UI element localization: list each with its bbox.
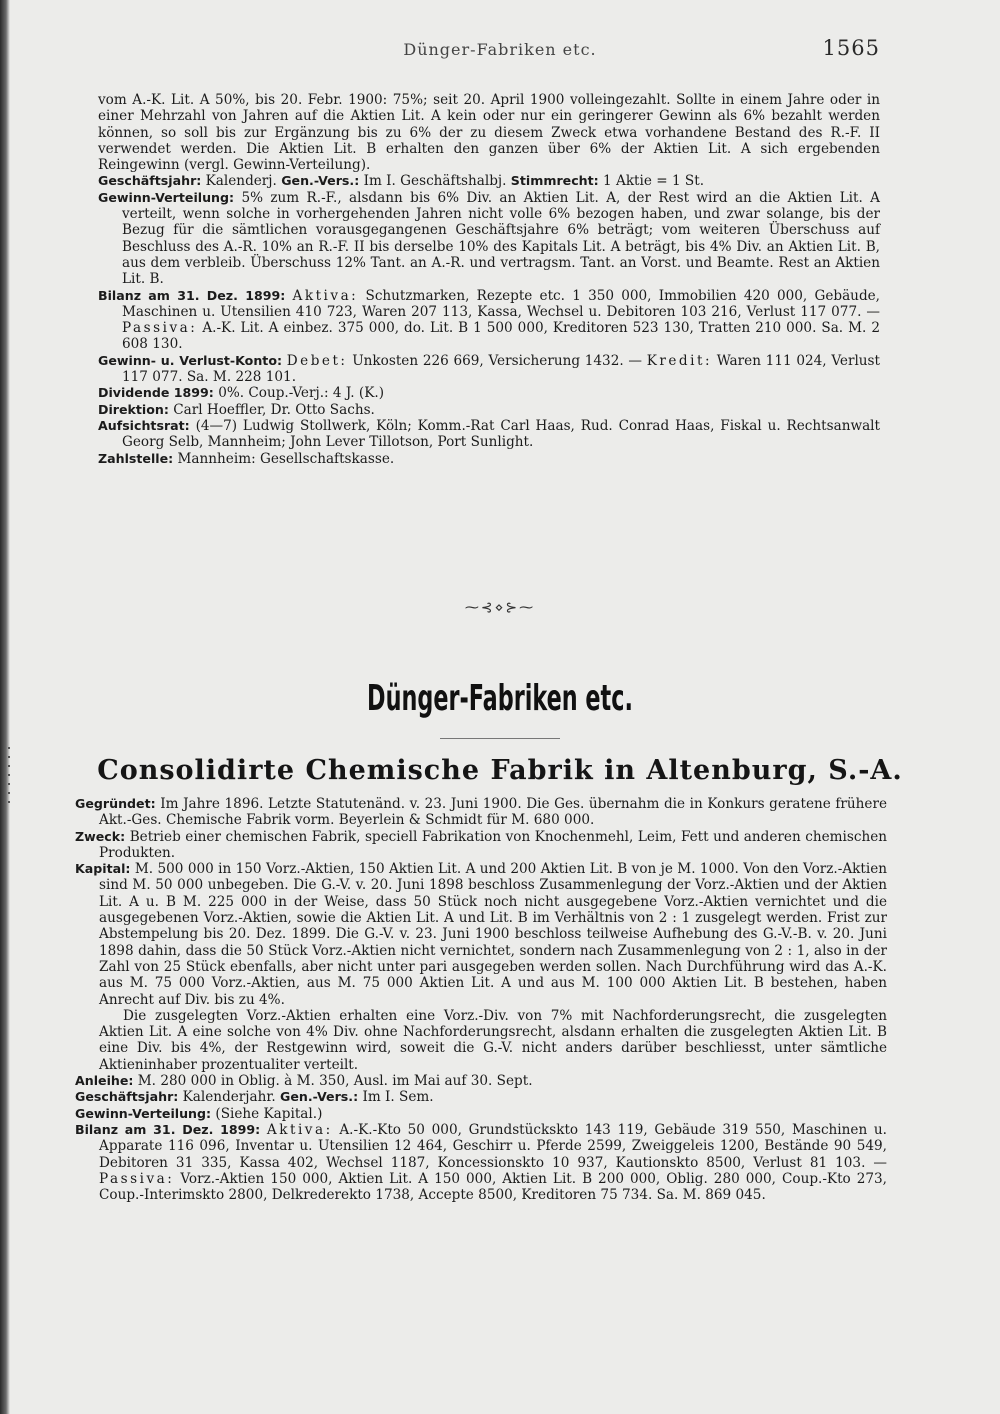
title-rule: [440, 738, 560, 739]
section-title: Dünger-Fabriken etc.: [367, 678, 633, 719]
prev-direktion-label: Direktion:: [98, 401, 169, 417]
anleihe-line: [75, 1073, 887, 1089]
kapital-text-2: Die zusgelegten Vorz.-Aktien erhalten eine Vorz.-Div. von 7% mit Nachforderungsrecht, die zusgelegten Aktien Lit. A eine solche von 4% Div. ohne Nachforderungsrecht, alsdann erhalten die zusgelegten Aktien Lit. B eine Div. bis 4%, der Restgewinn wird, soweit die G.-V. nicht anders darüber beschliesst, unter sämtliche Aktieninhaber prozentualiter verteilt.: [99, 1007, 887, 1073]
zweck-text: Betrieb einer chemischen Fabrik, speciell Fabrikation von Knochenmehl, Leim, Fett und anderen chemischen Produkten.: [99, 828, 887, 861]
kapital-label: Kapital:: [75, 861, 131, 877]
genvers-text: Im I. Sem.: [362, 1089, 434, 1106]
prev-zahlstelle-line: [98, 451, 880, 467]
geschaeftsjahr-label: Geschäftsjahr:: [75, 1089, 179, 1105]
passiva-label: Passiva:: [99, 1170, 175, 1187]
prev-intro-paragraph: vom A.-K. Lit. A 50%, bis 20. Febr. 1900: 75%; seit 20. April 1900 volleingezahlt. Sollte in einem Jahre oder in einer Mehrzahl von Jahren auf die Aktien Lit. A kein oder nur ein geringerer Gewinn als 6% bezahlt werden können, so soll bis zur Ergänzung bis zu 6% der zu diesem Zweck etwa vorhandene Bestand des R.-F. II verwendet werden. Die Aktien Lit. B erhalten den ganzen über 6% der Aktien Lit. A sich ergebenden Reingewinn (vergl. Gewinn-Verteilung).: [98, 92, 880, 174]
section-divider-ornament: ⁓⊰⋄⊱⁓: [464, 600, 536, 616]
prev-kredit-text: Waren 111 024, Verlust 117 077. Sa. M. 228 101.: [122, 352, 880, 386]
prev-geschaeftsjahr-line: [98, 173, 880, 189]
passiva-text: Vorz.-Aktien 150 000, Aktien Lit. A 150 000, Aktien Lit. B 200 000, Oblig. 280 000, Coup.-Kto 273, Coup.-Interimskto 2800, Delkrederekto 1738, Accepte 8500, Kreditoren 75 734. Sa. M. 869 045.: [99, 1170, 887, 1204]
prev-stimmrecht-text: 1 Aktie = 1 St.: [603, 173, 705, 190]
prev-aufsichtsrat-label: Aufsichtsrat:: [98, 417, 190, 433]
kapital-line-2: [75, 1008, 887, 1073]
prev-dividende-text: 0%. Coup.-Verj.: 4 J. (K.): [218, 385, 384, 402]
prev-aktiva-text: Schutzmarken, Rezepte etc. 1 350 000, Immobilien 420 000, Gebäude, Maschinen u. Utensilien 410 723, Waren 207 113, Kassa, Wechsel u. Debitoren 103 216, Verlust 117 077. —: [122, 287, 881, 320]
geschaeftsjahr-text: Kalenderjahr.: [182, 1089, 276, 1106]
kapital-line: [75, 861, 887, 1008]
gewinn-text: (Siehe Kapital.): [215, 1105, 323, 1122]
page-edge: [0, 0, 10, 1414]
anleihe-label: Anleihe:: [75, 1073, 134, 1089]
gegruendet-text: Im Jahre 1896. Letzte Statutenänd. v. 23. Juni 1900. Die Ges. übernahm die in Konkurs geratene frühere Akt.-Ges. Chemische Fabrik vorm. Beyerlein & Schmidt für M. 680 000.: [99, 796, 887, 829]
prev-stimmrecht-label: Stimmrecht:: [510, 173, 599, 189]
zweck-line: [75, 829, 887, 862]
prev-genvers-text: Im I. Geschäftshalbj.: [363, 173, 507, 190]
prev-passiva-text: A.-K. Lit. A einbez. 375 000, do. Lit. B 1 500 000, Kreditoren 523 130, Tratten 210 000. Sa. M. 2 608 130.: [122, 320, 880, 353]
prev-zahlstelle-text: Mannheim: Gesellschaftskasse.: [177, 450, 395, 467]
zweck-label: Zweck:: [75, 828, 126, 844]
prev-dividende-label: Dividende 1899:: [98, 385, 214, 401]
aktiva-text: A.-K.-Kto 50 000, Grundstückskto 143 119, Gebäude 319 550, Maschinen u. Apparate 116 096, Inventar u. Utensilien 12 464, Geschirr u. Pferde 2599, Zweiggeleis 1200, Bestände 90 549, Debitoren 31 335, Kassa 402, Wechsel 1187, Koncessionskto 10 937, Kautionskto 8500, Verlust 81 103. —: [99, 1121, 887, 1171]
aktiva-label: Aktiva:: [266, 1121, 333, 1138]
prev-gewinn-line: [98, 190, 880, 288]
prev-bilanz-label: Bilanz am 31. Dez. 1899:: [98, 287, 286, 303]
prev-zahlstelle-label: Zahlstelle:: [98, 450, 174, 466]
prev-direktion-text: Carl Hoeffler, Dr. Otto Sachs.: [173, 401, 375, 418]
prev-dividende-line: [98, 385, 880, 401]
prev-bilanz-line: [98, 288, 880, 353]
prev-gewinn-label: Gewinn-Verteilung:: [98, 189, 235, 205]
prev-direktion-line: [98, 402, 880, 418]
prev-aufsichtsrat-text: (4—7) Ludwig Stollwerk, Köln; Komm.-Rat Carl Haas, Rud. Conrad Haas, Fiskal u. Rechtsanwalt Georg Selb, Mannheim; John Lever Tillotson, Port Sunlight.: [122, 417, 880, 451]
prev-debet-label: Debet:: [286, 352, 348, 369]
gewinn-line: [75, 1106, 887, 1122]
anleihe-text: M. 280 000 in Oblig. à M. 350, Ausl. im Mai auf 30. Sept.: [137, 1073, 533, 1090]
bilanz-line: [75, 1122, 887, 1203]
prev-geschaeftsjahr-text: Kalenderj.: [205, 173, 277, 190]
running-title: Dünger-Fabriken etc.: [403, 40, 597, 59]
prev-debet-text: Unkosten 226 669, Versicherung 1432. —: [352, 352, 642, 369]
prev-passiva-label: Passiva:: [122, 320, 198, 337]
prev-aktiva-label: Aktiva:: [292, 287, 359, 304]
prev-gewinn-text: 5% zum R.-F., alsdann bis 6% Div. an Aktien Lit. A, der Rest wird an die Aktien Lit. A verteilt, wenn solche in vorhergehenden Jahren nicht volle 6% bezogen haben, und zwar solange, bis der Bezug für die sämtlichen vorausgegangenen Geschäftsjahre 6% beträgt; vom weiteren Überschuss auf Beschluss des A.-R. 10% an R.-F. II bis derselbe 10% des Kapitals Lit. A beträgt, bis 4% Div. an Aktien Lit. B, aus dem verbleib. Überschuss 12% Tant. an A.-R. und vertragsm. Tant. an Vorst. und Beamte. Rest an Aktien Lit. B.: [122, 189, 880, 288]
prev-genvers-label: Gen.-Vers.:: [281, 173, 360, 189]
bilanz-label: Bilanz am 31. Dez. 1899:: [75, 1121, 261, 1137]
prev-geschaeftsjahr-label: Geschäftsjahr:: [98, 173, 202, 189]
prev-guv-label: Gewinn- u. Verlust-Konto:: [98, 352, 283, 368]
gegruendet-line: [75, 796, 887, 829]
genvers-label: Gen.-Vers.:: [280, 1089, 359, 1105]
previous-entry: [98, 92, 880, 467]
company-title: Consolidirte Chemische Fabrik in Altenburg, S.-A.: [97, 755, 903, 786]
prev-aufsichtsrat-line: [98, 418, 880, 451]
gegruendet-label: Gegründet:: [75, 796, 156, 811]
gewinn-label: Gewinn-Verteilung:: [75, 1105, 212, 1121]
page-number: 1565: [822, 36, 880, 60]
prev-kredit-label: Kredit:: [646, 352, 713, 369]
kapital-text: M. 500 000 in 150 Vorz.-Aktien, 150 Aktien Lit. A und 200 Aktien Lit. B von je M. 1000. Von den Vorz.-Aktien sind M. 50 000 unbegeben. Die G.-V. v. 20. Juni 1898 beschloss Zusammenlegung der Vorz.-Aktien und der Aktien Lit. A u. B M. 225 000 in der Weise, dass 50 Stück noch nicht ausgegebene Vorz.-Aktien vernichtet und die ausgegebenen Vorz.-Aktien, sowie die Aktien Lit. A und Lit. B im Verhältnis von 2 : 1 zusgelegt werden. Frist zur Abstempelung bis 20. Dez. 1899. Die G.-V. v. 23. Juni 1900 beschloss teilweise Aufhebung des G.-V.-B. v. 20. Juni 1898 dahin, dass die 50 Stück Vorz.-Aktien nicht vernichtet, sondern nach Zusammenlegung von 2 : 1, also in der Zahl von 25 Stück ebenfalls, aber nicht unter pari ausgegeben werden sollen. Nach Durchführung wird das A.-K. aus M. 75 000 Vorz.-Aktien, aus M. 75 000 Aktien Lit. A und aus M. 100 000 Aktien Lit. B bestehen, haben Anrecht auf Div. bis zu 4%.: [99, 861, 887, 1008]
geschaeftsjahr-line: [75, 1089, 887, 1105]
company-entry: [75, 796, 887, 1203]
prev-guv-line: [98, 353, 880, 386]
